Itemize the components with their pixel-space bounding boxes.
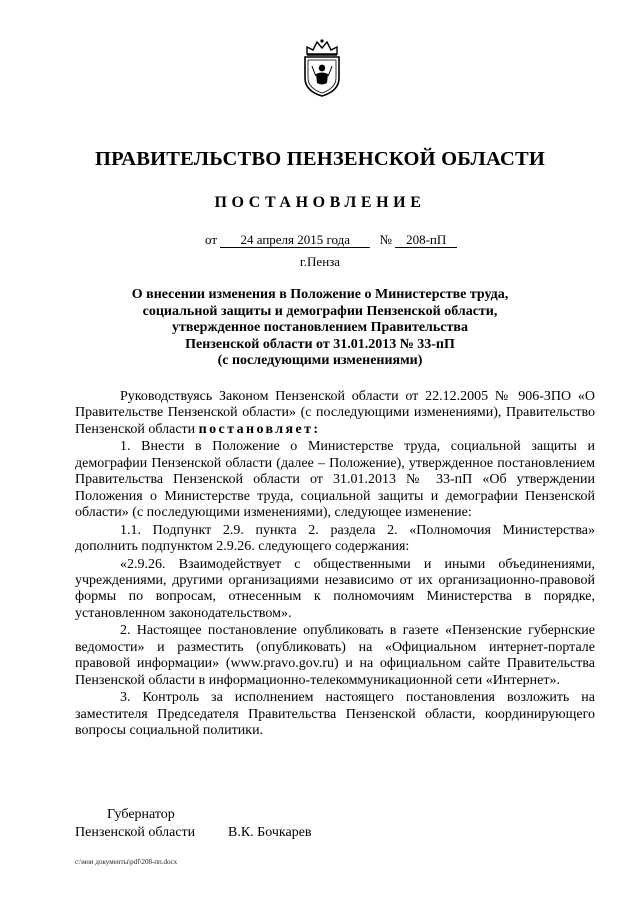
paragraph-1: 1. Внести в Положение о Министерстве труда, социальной защиты и демографии Пензенской области (далее – Положение), утвержденное постановлением Правительства Пензенской области от 31.01.2013 № 33-пП «Об утверждении Положения о Министерстве труда, социальной защиты и демографии Пензенской области» (с последующими изменениями), следующее изменение:: [75, 439, 595, 521]
paragraph-3: 3. Контроль за исполнением настоящего постановления возложить на заместителя Председателя Правительства Пензенской области, координирующего вопросы социальной политики.: [75, 690, 595, 739]
subject-line: утвержденное постановлением Правительства: [172, 320, 468, 336]
number-sign: №: [379, 232, 392, 247]
document-type: ПОСТАНОВЛЕНИЕ: [214, 194, 426, 211]
city: г.Пенза: [299, 254, 341, 269]
organization-title: ПРАВИТЕЛЬСТВО ПЕНЗЕНСКОЙ ОБЛАСТИ: [95, 148, 545, 170]
subject-line: социальной защиты и демографии Пензенской области,: [142, 303, 498, 319]
document-body: [75, 389, 595, 741]
preamble-paragraph: [75, 389, 595, 438]
date-number-line: [205, 232, 457, 248]
subject-line: О внесении изменения в Положение о Министерстве труда,: [131, 287, 509, 302]
preamble-text: Руководствуясь Законом Пензенской области от 22.12.2005 № 906-ЗПО «О Правительстве Пензенской области» (с последующими изменениями), Правительство Пензенской области: [75, 389, 595, 437]
subject-line: (с последующими изменениями): [217, 353, 423, 369]
resolves-word: постановляет:: [198, 421, 321, 437]
signature-title-line1: Губернатор: [107, 807, 175, 822]
date-prefix: от: [205, 232, 218, 247]
signature-block: [75, 806, 312, 842]
paragraph-1-1: 1.1. Подпункт 2.9. пункта 2. раздела 2. «Полномочия Министерства» дополнить подпунктом 2.9.26. следующего содержания:: [75, 522, 595, 555]
document-number: 208-пП: [395, 232, 457, 248]
signature-title-line2: Пензенской области: [75, 825, 196, 840]
document-date: 24 апреля 2015 года: [220, 232, 370, 248]
subject-line: Пензенской области от 31.01.2013 № 33-пП: [185, 336, 455, 352]
paragraph-quote: «2.9.26. Взаимодействует с общественными и иными объединениями, учреждениями, другими организациями независимо от их организационно-правовой формы по вопросам, отнесенным к полномочиям Министерства в порядке, установленном законодательством».: [75, 556, 595, 621]
signatory-name: В.К. Бочкарев: [228, 825, 312, 840]
paragraph-2: 2. Настоящее постановление опубликовать в газете «Пензенские губернские ведомости» и разместить (опубликовать) на «Официальном интернет-портале правовой информации» (www.pravo.gov.ru) и на официальном сайте Правительства Пензенской области в информационно-телекоммуникационной сети «Интернет».: [75, 623, 595, 688]
document-subject: [110, 287, 530, 370]
coat-of-arms-icon: [299, 38, 345, 98]
file-path-footer: c:\мои документы\pdf\208-пп.docx: [75, 858, 178, 866]
